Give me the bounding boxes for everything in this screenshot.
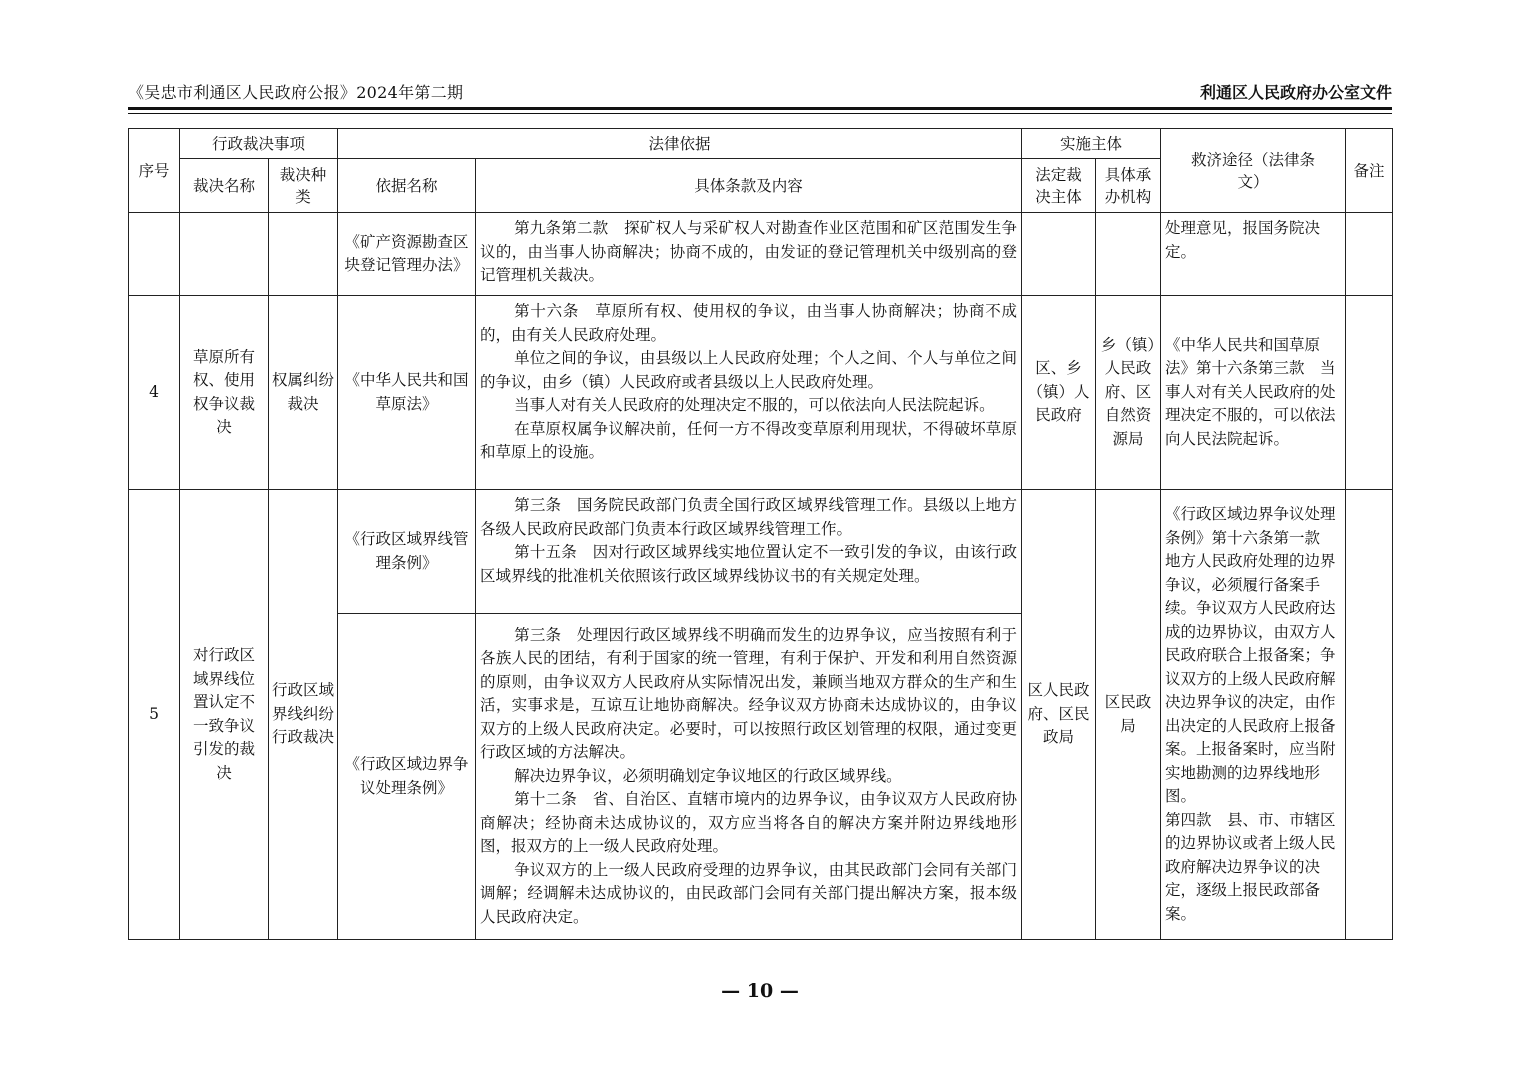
header-remedy: 救济途径（法律条文） [1161,129,1346,213]
adjudication-name-cell: 草原所有权、使用权争议裁决 [180,296,269,490]
remedy-paragraph: 第四款 县、市、市辖区的边界协议或者上级人民政府解决边界争议的决定，逐级上报民政部备案。 [1165,810,1336,923]
header-basis-group: 法律依据 [338,129,1022,159]
remedy-cell: 《中华人民共和国草原法》第十六条第三款 当事人对有关人民政府的处理决定不服的，可以依法向人民法院起诉。 [1161,296,1346,490]
table-row [129,213,1393,296]
header-item-group: 行政裁决事项 [180,129,338,159]
header-rule-thin [128,113,1392,114]
clause-paragraph: 当事人对有关人民政府的处理决定不服的，可以依法向人民法院起诉。 [514,396,995,414]
adjudication-name-cell: 对行政区域界线位置认定不一致争议引发的裁决 [180,490,269,940]
clause-paragraph: 第十五条 因对行政区域界线实地位置认定不一致引发的争议，由该行政区域界线的批准机关依照该行政区域界线协议书的有关规定处理。 [480,543,1018,585]
adjudication-table [128,128,1393,940]
header-agency: 具体承办机构 [1096,159,1161,213]
issuer-label: 利通区人民政府办公室文件 [1199,83,1392,102]
remark-cell [1346,490,1393,940]
cell-empty [1022,213,1096,296]
header-name: 裁决名称 [180,159,269,213]
remedy-paragraph: 《行政区域边界争议处理条例》第十六条第一款 地方人民政府处理的边界争议，必须履行备案手续。争议双方人民政府达成的边界协议，由双方人民政府联合上报备案；争议双方的上级人民政府解决边界争议的决定，由作出决定的人民政府上报备案。上报备案时，应当附实地勘测的边界线地形图。 [1165,505,1336,805]
legal-subject-cell: 区、乡（镇）人民政府 [1022,296,1096,490]
basis-content-cell [476,296,1022,490]
cell-empty [1096,213,1161,296]
header-seq: 序号 [129,129,180,213]
remedy-cell: 处理意见，报国务院决定。 [1161,213,1346,296]
remark-cell [1346,296,1393,490]
cell-empty [180,213,269,296]
table-header-row-1 [129,129,1393,159]
clause-paragraph: 争议双方的上一级人民政府受理的边界争议，由其民政部门会同有关部门调解；经调解未达成协议的，由民政部门会同有关部门提出解决方案，报本级人民政府决定。 [480,860,1018,926]
header-type: 裁决种类 [269,159,338,213]
clause-paragraph: 在草原权属争议解决前，任何一方不得改变草原利用现状，不得破坏草原和草原上的设施。 [480,419,1018,461]
header-basis-name: 依据名称 [338,159,476,213]
remark-cell [1346,213,1393,296]
header-rule-thick [128,107,1392,110]
header-subject-group: 实施主体 [1022,129,1161,159]
clause-paragraph: 第三条 国务院民政部门负责全国行政区域界线管理工作。县级以上地方各级人民政府民政部门负责本行政区域界线管理工作。 [480,496,1018,538]
header-remark: 备注 [1346,129,1393,213]
header-legal-subject: 法定裁决主体 [1022,159,1096,213]
basis-name-cell: 《矿产资源勘查区块登记管理办法》 [338,213,476,296]
page-number: — 10 — [721,980,799,1002]
agency-cell: 区民政局 [1096,490,1161,940]
seq-cell: 5 [129,490,180,940]
clause-paragraph: 第十二条 省、自治区、直辖市境内的边界争议，由争议双方人民政府协商解决；经协商未达成协议的，双方应当将各自的解决方案并附边界线地形图，报双方的上一级人民政府处理。 [480,790,1018,856]
cell-empty [129,213,180,296]
adjudication-type-cell: 行政区域界线纠纷行政裁决 [269,490,338,940]
basis-name-cell: 《行政区域界线管理条例》 [338,490,476,614]
cell-empty [269,213,338,296]
basis-name-cell: 《行政区域边界争议处理条例》 [338,614,476,940]
agency-cell: 乡（镇）人民政府、区自然资源局 [1096,296,1161,490]
basis-content-cell [476,490,1022,614]
bulletin-title: 《吴忠市利通区人民政府公报》2024年第二期 [128,83,464,102]
clause-paragraph: 单位之间的争议，由县级以上人民政府处理；个人之间、个人与单位之间的争议，由乡（镇）人民政府或者县级以上人民政府处理。 [480,349,1018,391]
basis-content-cell [476,213,1022,296]
basis-content-cell [476,614,1022,940]
header-basis-content: 具体条款及内容 [476,159,1022,213]
clause-paragraph: 解决边界争议，必须明确划定争议地区的行政区域界线。 [514,766,902,785]
clause-paragraph: 第九条第二款 探矿权人与采矿权人对勘查作业区范围和矿区范围发生争议的，由当事人协商解决；协商不成的，由发证的登记管理机关中级别高的登记管理机关裁决。 [480,219,1018,284]
adjudication-type-cell: 权属纠纷裁决 [269,296,338,490]
basis-name-cell: 《中华人民共和国草原法》 [338,296,476,490]
table-row [129,296,1393,490]
seq-cell: 4 [129,296,180,490]
remedy-cell [1161,490,1346,940]
clause-paragraph: 第十六条 草原所有权、使用权的争议，由当事人协商解决；协商不成的，由有关人民政府处理。 [480,302,1018,344]
table-row [129,490,1393,614]
legal-subject-cell: 区人民政府、区民政局 [1022,490,1096,940]
clause-paragraph: 第三条 处理因行政区域界线不明确而发生的边界争议，应当按照有利于各族人民的团结，有利于国家的统一管理，有利于保护、开发和利用自然资源的原则，由争议双方人民政府从实际情况出发，兼顾当地双方群众的生产和生活，实事求是，互谅互让地协商解决。经争议双方协商未达成协议的，由争议双方的上级人民政府决定。必要时，可以按照行政区划管理的权限，通过变更行政区域的方法解决。 [480,625,1018,762]
